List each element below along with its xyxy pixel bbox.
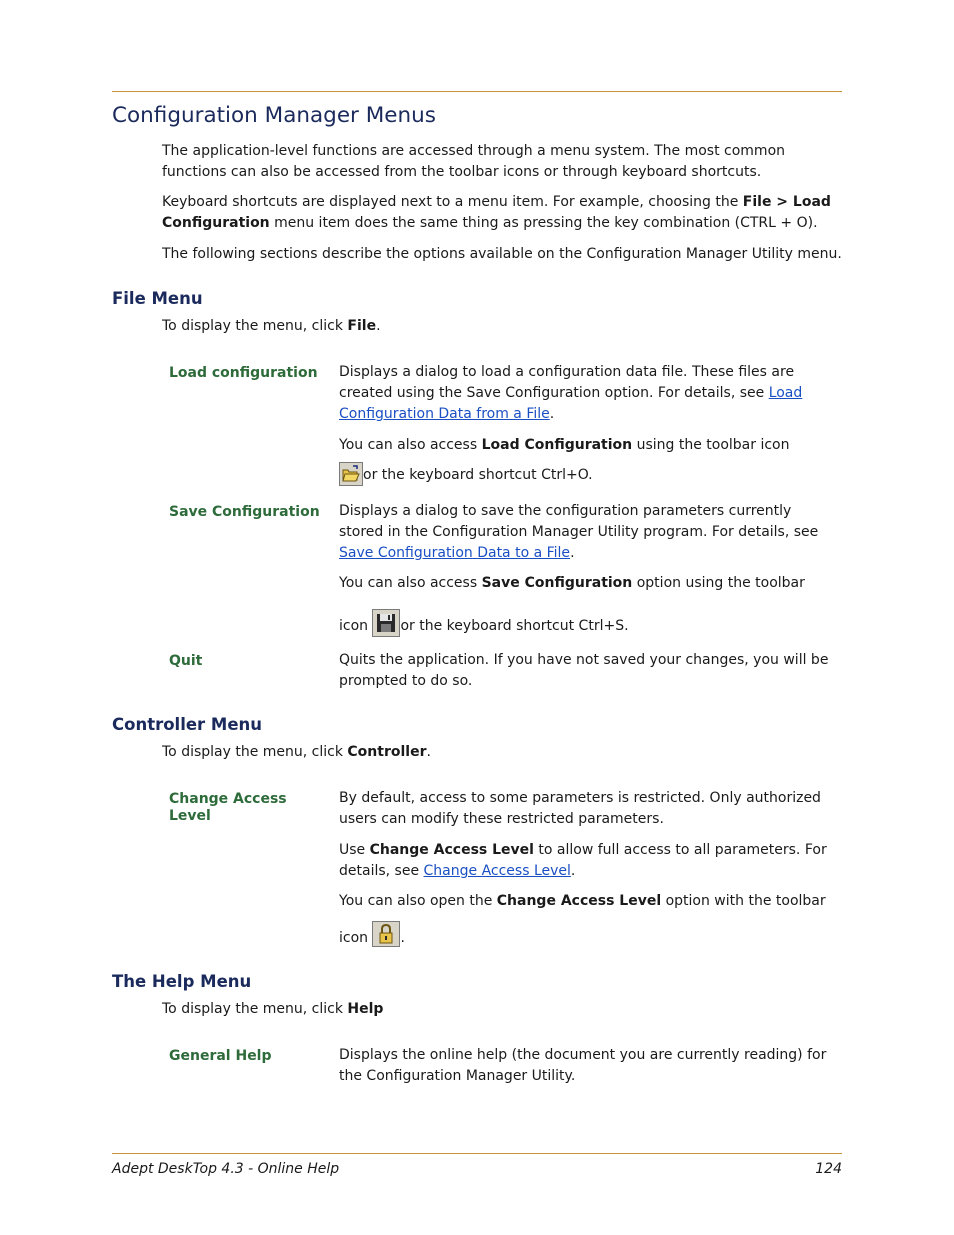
desc-change-access-level: By default, access to some parameters is restricted. Only authorized users can modify these restricted parameters. — [339, 790, 821, 827]
floppy-disk-icon — [372, 609, 400, 637]
intro-text-3: The following sections describe the options available on the Configuration Manager Utility menu. — [162, 246, 842, 262]
file-menu-lead: To display the menu, click File. — [162, 318, 381, 334]
desc-quit: Quits the application. If you have not saved your changes, you will be prompted to do so. — [339, 652, 829, 689]
section-heading-controller-menu: Controller Menu — [112, 715, 263, 734]
link-change-access-level[interactable]: Change Access Level — [423, 863, 571, 879]
desc-load-configuration-toolbar: You can also access Load Configuration using the toolbar icon — [339, 437, 790, 453]
intro-paragraph-2 — [162, 192, 852, 234]
desc-save-configuration-toolbar: You can also access Save Configuration option using the toolbar — [339, 575, 805, 591]
intro-text-1: The application-level functions are accessed through a menu system. The most common functions can also be accessed from the toolbar icons or through keyboard shortcuts. — [162, 143, 786, 180]
page-title: Configuration Manager Menus — [112, 103, 436, 128]
top-rule — [112, 91, 842, 92]
help-menu-lead: To display the menu, click Help — [162, 1001, 384, 1017]
term-save-configuration: Save Configuration — [169, 504, 320, 520]
desc-save-configuration: Displays a dialog to save the configuration parameters currently stored in the Configuration Manager Utility program. For details, see Save Configuration Data to a File. — [339, 503, 819, 561]
controller-menu-lead: To display the menu, click Controller. — [162, 744, 431, 760]
intro-paragraph-3 — [162, 244, 852, 265]
link-load-configuration-data[interactable]: Load Configuration Data from a File — [339, 385, 803, 422]
page-number: 124 — [815, 1161, 842, 1177]
term-general-help: General Help — [169, 1048, 272, 1064]
intro-paragraph-1 — [162, 141, 852, 183]
section-heading-file-menu: File Menu — [112, 289, 203, 308]
desc-load-configuration: Displays a dialog to load a configuration data file. These files are created using the Save Configuration option. For details, see Load Configuration Data from a File. — [339, 364, 803, 422]
desc-general-help: Displays the online help (the document you are currently reading) for the Configuration Manager Utility. — [339, 1047, 827, 1084]
link-save-configuration-data[interactable]: Save Configuration Data to a File — [339, 545, 571, 561]
desc-change-access-level-toolbar: You can also open the Change Access Level option with the toolbar — [339, 893, 826, 909]
padlock-icon — [372, 921, 400, 947]
open-folder-icon — [339, 462, 363, 486]
term-quit: Quit — [169, 653, 203, 669]
term-load-configuration: Load configuration — [169, 365, 318, 381]
desc-save-configuration-shortcut: icon or the keyboard shortcut Ctrl+S. — [339, 609, 839, 637]
section-heading-help-menu: The Help Menu — [112, 972, 252, 991]
intro-text-2: Keyboard shortcuts are displayed next to a menu item. For example, choosing the File > Load Configuration menu item does the same thing as pressing the key combination (CTRL + O). — [162, 194, 831, 231]
footer-rule — [112, 1153, 842, 1154]
desc-change-access-level-icon: icon . — [339, 921, 839, 949]
desc-change-access-level-details: Use Change Access Level to allow full access to all parameters. For details, see Change Access Level. — [339, 842, 827, 879]
footer-title: Adept DeskTop 4.3 - Online Help — [112, 1161, 340, 1177]
desc-load-configuration-shortcut: or the keyboard shortcut Ctrl+O. — [339, 462, 839, 486]
term-change-access-level: Change Access Level — [169, 791, 287, 824]
